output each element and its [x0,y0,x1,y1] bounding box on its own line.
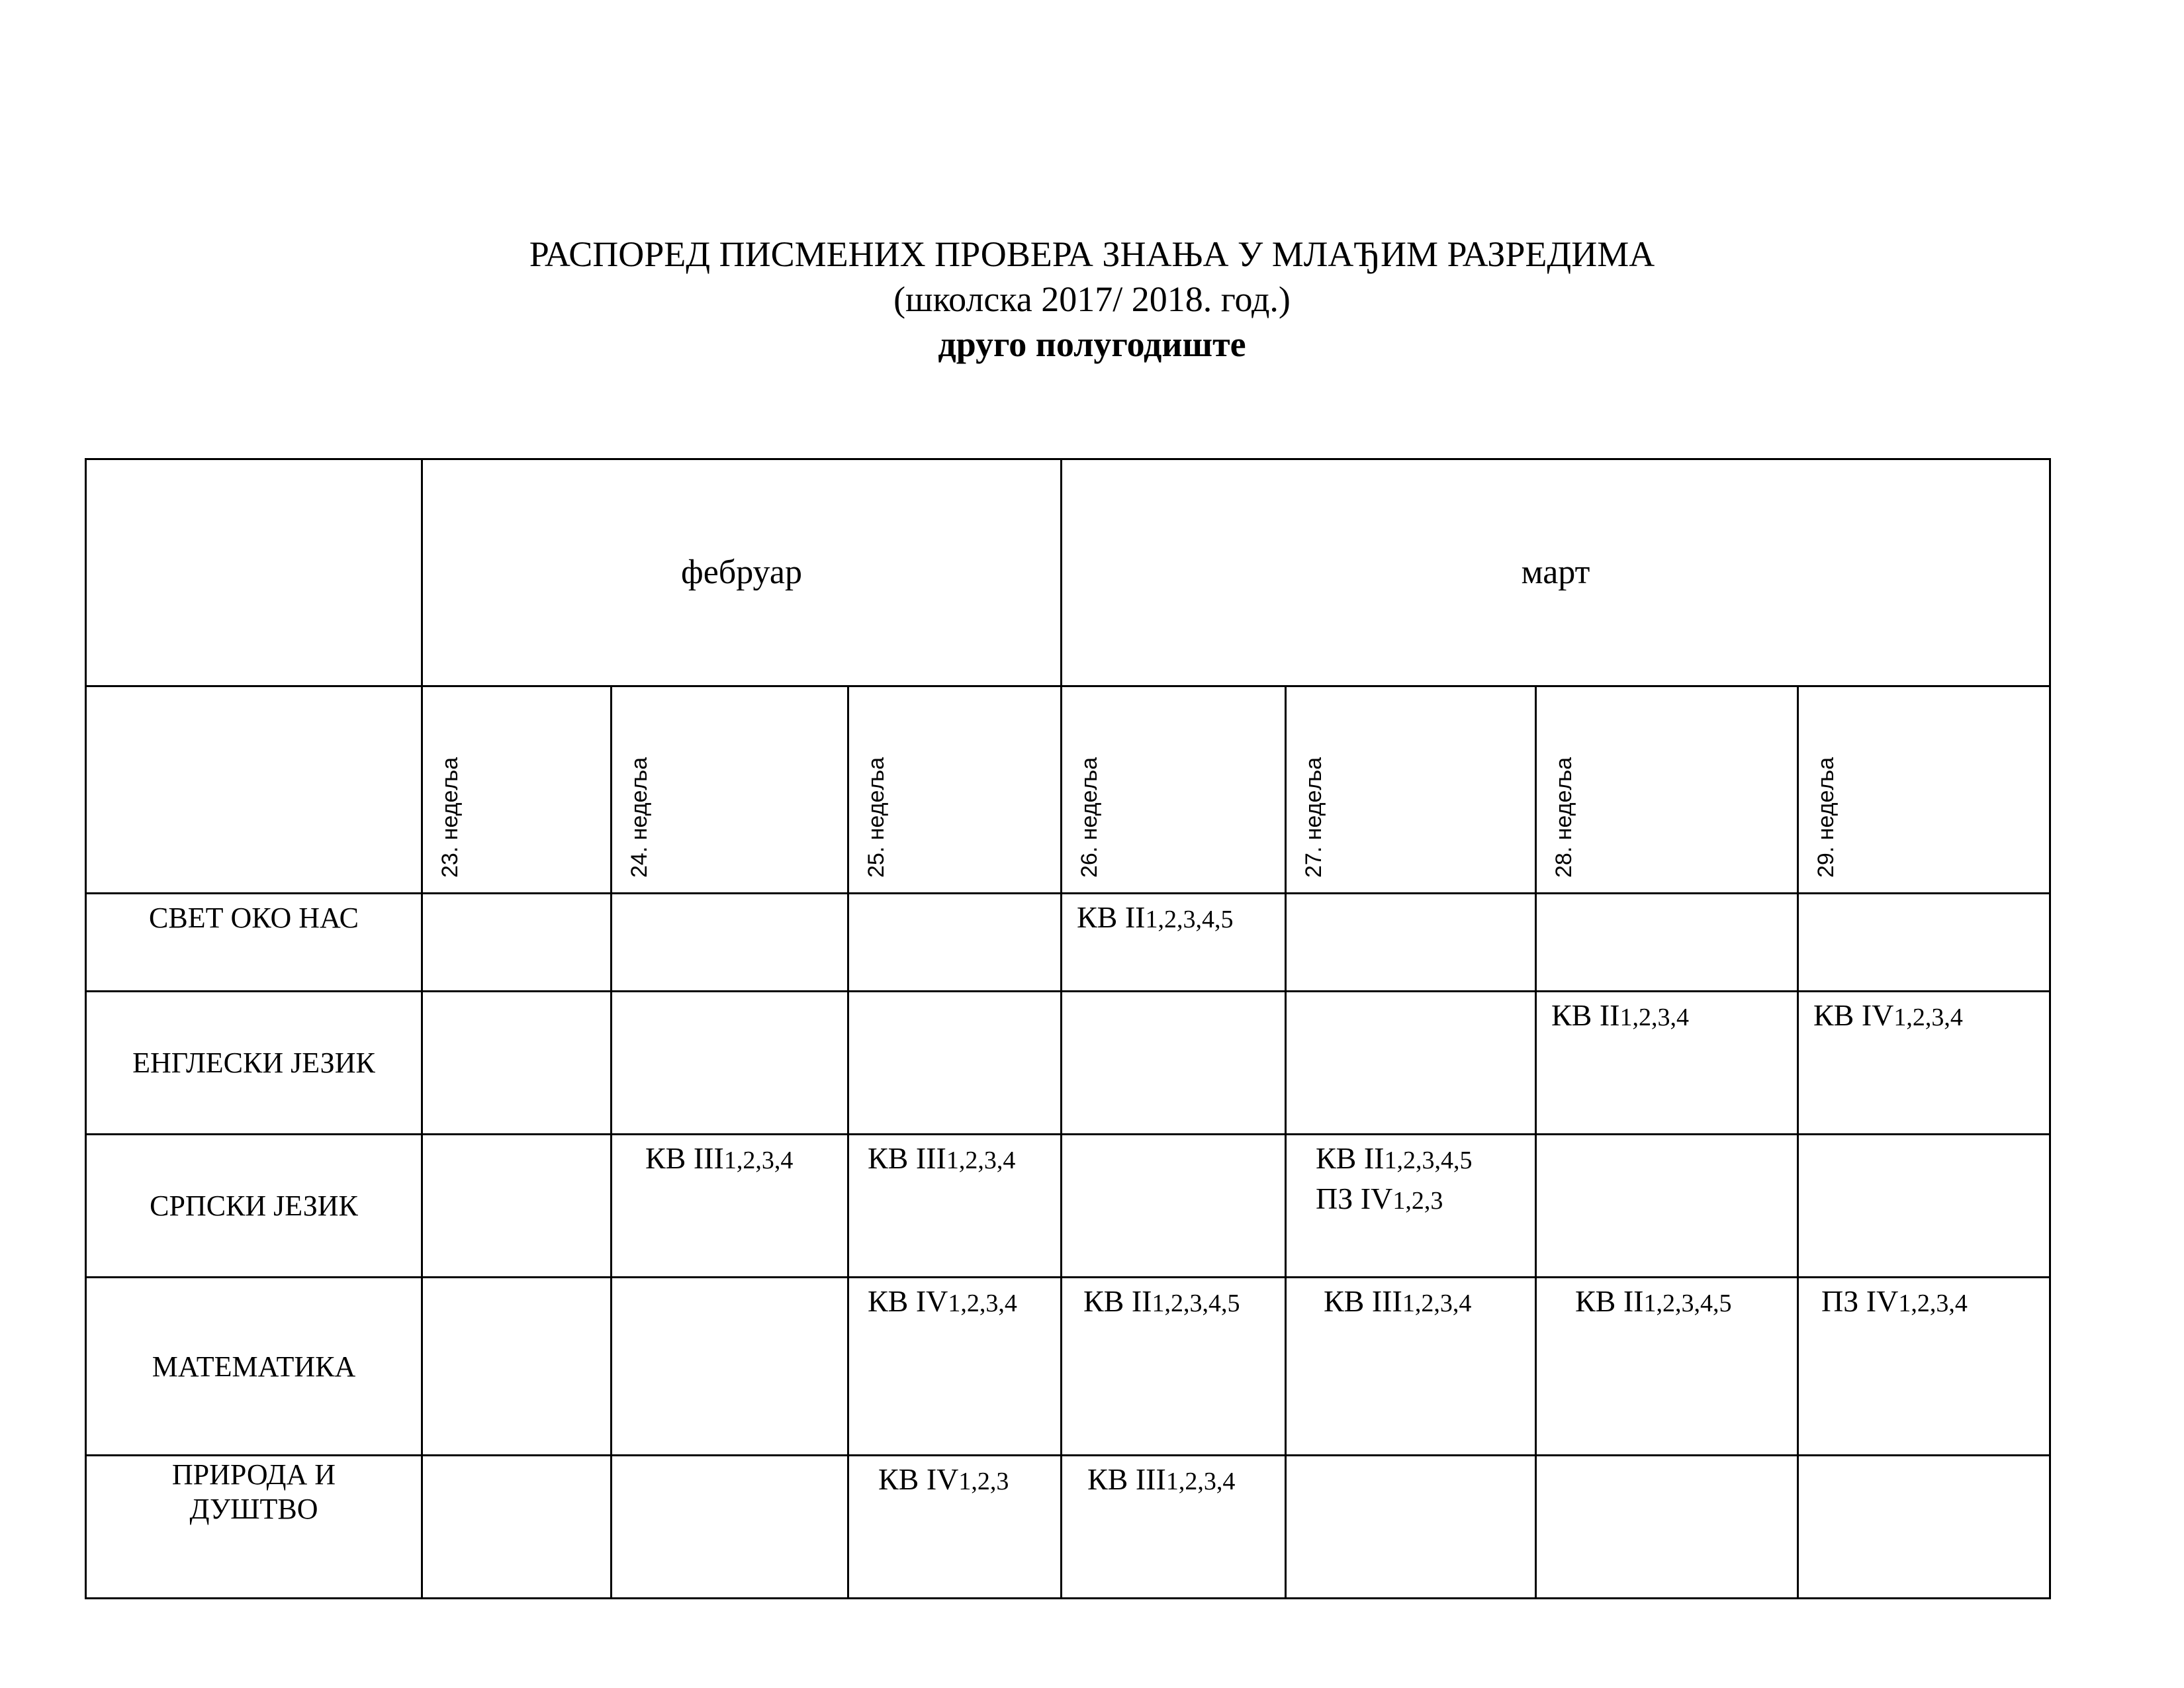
week-label-26: 26. недеља [1077,757,1102,878]
table-cell [1798,1135,2050,1278]
table-cell [422,992,612,1135]
table-cell [1062,1456,1286,1599]
schedule-table [85,458,2051,1599]
table-cell [848,1135,1062,1278]
subject-cell [86,1278,422,1456]
assessment-entry: КВ III1,2,3,4 [1087,1462,1236,1496]
table-cell [612,1135,848,1278]
table-cell [1286,1135,1536,1278]
table-cell [1536,992,1798,1135]
table-cell [612,1456,848,1599]
month-cell-february [422,459,1062,686]
week-cell-27 [1286,686,1536,894]
table-cell [1536,1135,1798,1278]
week-label-29: 29. недеља [1813,757,1839,878]
semester-label: друго полугодиште [938,324,1246,364]
table-cell [612,1278,848,1456]
table-cell [1536,1456,1798,1599]
week-label-24: 24. недеља [627,757,652,878]
week-label-23: 23. недеља [437,757,463,878]
table-cell [848,894,1062,992]
table-cell [1536,1278,1798,1456]
assessment-entry: КВ III1,2,3,4 [645,1141,794,1175]
subject-label-matematika: МАТЕМАТИКА [152,1350,356,1383]
school-year: (школска 2017/ 2018. год.) [893,279,1291,319]
week-cell-25 [848,686,1062,894]
table-cell [848,992,1062,1135]
assessment-entry: КВ II1,2,3,4 [1551,998,1689,1032]
assessment-entry: КВ III1,2,3,4 [868,1141,1016,1175]
table-cell [1062,894,1286,992]
month-label-february: фебруар [681,553,802,591]
table-cell [1798,1456,2050,1599]
table-cell [1536,894,1798,992]
week-corner-cell [86,686,422,894]
week-cell-23 [422,686,612,894]
week-label-27: 27. недеља [1301,757,1326,878]
subject-label-svet-oko-nas: СВЕТ ОКО НАС [149,902,359,934]
table-row [86,1456,2050,1599]
subject-label-srpski-jezik: СРПСКИ ЈЕЗИК [150,1189,358,1222]
assessment-entry: КВ IV1,2,3,4 [868,1284,1017,1318]
assessment-entry: ПЗ IV1,2,3 [1316,1182,1443,1215]
week-cell-24 [612,686,848,894]
table-cell [422,1135,612,1278]
table-cell [1062,1278,1286,1456]
subject-cell [86,992,422,1135]
week-label-28: 28. недеља [1551,757,1576,878]
table-cell [1798,894,2050,992]
subject-label-engleski-jezik: ЕНГЛЕСКИ ЈЕЗИК [132,1046,375,1079]
month-header-row [86,459,2050,686]
assessment-entry: ПЗ IV1,2,3,4 [1821,1284,1968,1318]
assessment-entry: КВ II1,2,3,4,5 [1316,1141,1473,1175]
table-cell [1798,992,2050,1135]
assessment-entry: КВ II1,2,3,4,5 [1077,900,1234,934]
week-label-25: 25. недеља [864,757,889,878]
assessment-entry: КВ II1,2,3,4,5 [1575,1284,1732,1318]
document-header [0,232,2184,367]
month-cell-march [1062,459,2050,686]
table-cell [1286,894,1536,992]
table-cell [612,894,848,992]
week-header-row [86,686,2050,894]
week-cell-28 [1536,686,1798,894]
table-cell [1798,1278,2050,1456]
table-cell [612,992,848,1135]
assessment-entry: КВ III1,2,3,4 [1324,1284,1472,1318]
month-label-march: март [1521,553,1590,591]
assessment-entry: КВ II1,2,3,4,5 [1083,1284,1240,1318]
week-cell-29 [1798,686,2050,894]
assessment-entry: КВ IV1,2,3,4 [1813,998,1963,1032]
table-cell [1286,1456,1536,1599]
table-row [86,894,2050,992]
table-cell [1286,992,1536,1135]
document-title: РАСПОРЕД ПИСМЕНИХ ПРОВЕРА ЗНАЊА У МЛАЂИМ РАЗРЕДИМА [529,234,1655,274]
table-cell [848,1278,1062,1456]
table-row [86,1135,2050,1278]
subject-cell [86,1135,422,1278]
week-cell-26 [1062,686,1286,894]
corner-cell [86,459,422,686]
table-row [86,1278,2050,1456]
table-cell [1062,1135,1286,1278]
table-cell [1062,992,1286,1135]
subject-label-priroda-i-drustvo: ПРИРОДА И ДУШТВО [171,1458,336,1525]
table-cell [848,1456,1062,1599]
subject-cell [86,894,422,992]
assessment-entry: КВ IV1,2,3 [878,1462,1009,1496]
table-cell [1286,1278,1536,1456]
table-row [86,992,2050,1135]
table-cell [422,894,612,992]
table-cell [422,1456,612,1599]
table-cell [422,1278,612,1456]
subject-cell [86,1456,422,1599]
